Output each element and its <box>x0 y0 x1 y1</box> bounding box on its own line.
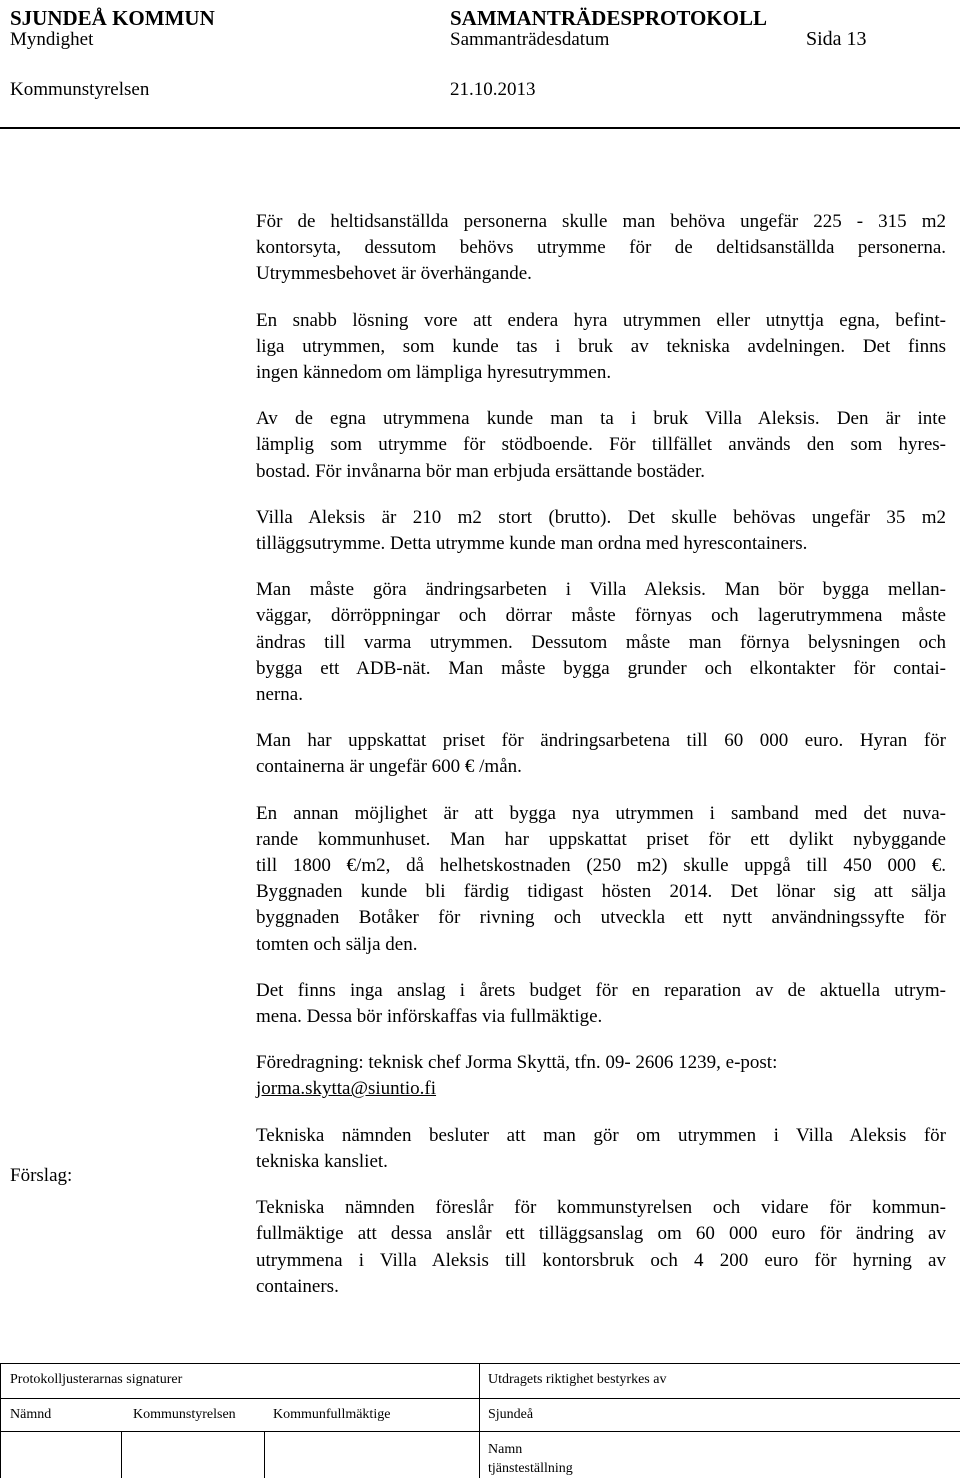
proposal-paragraph <box>256 1195 946 1300</box>
meeting-date: 21.10.2013 <box>450 79 536 100</box>
text-line: Tekniska nämnden föreslår för kommunstyrelsen och vidare för kommun- <box>256 1197 946 1219</box>
text-line: tekniska kansliet. <box>256 1150 388 1172</box>
text-line: ändras till varma utrymmen. Dessutom måste man förnya belysningen och <box>256 631 946 653</box>
text-line: Det finns inga anslag i årets budget för en reparation av de aktuella utrym- <box>256 979 946 1001</box>
text-line: Villa Aleksis är 210 m2 stort (brutto). Det skulle behövas ungefär 35 m2 <box>256 506 946 528</box>
protocol-title: SAMMANTRÄDESPROTOKOLL <box>450 6 767 30</box>
text-line: tilläggsutrymme. Detta utrymme kunde man ordna med hyrescontainers. <box>256 533 808 555</box>
text-line: För de heltidsanställda personerna skulle man behöva ungefär 225 - 315 m2 <box>256 211 946 232</box>
paragraph <box>256 505 946 557</box>
text-line: byggnaden Botåker för rivning och utveckla ett nytt användningssyfte för <box>256 907 946 929</box>
text-line: Man måste göra ändringsarbeten i Villa Aleksis. Man bör bygga mellan- <box>256 579 946 601</box>
municipality-name: SJUNDEÅ KOMMUN <box>10 6 215 30</box>
text-line: bostad. För invånarna bör man erbjuda ersättande bostäder. <box>256 460 705 482</box>
certified-label: Utdragets riktighet bestyrkes av <box>488 1372 667 1387</box>
footer-col-border <box>121 1431 122 1478</box>
text-line: Tekniska nämnden besluter att man gör om utrymmen i Villa Aleksis för <box>256 1124 946 1146</box>
paragraph <box>256 577 946 708</box>
text-line: fullmäktige att dessa anslår ett tilläggsanslag om 60 000 euro för ändring av <box>256 1223 946 1245</box>
text-line: nerna. <box>256 684 303 706</box>
text-line: En snabb lösning vore att endera hyra utrymmen eller utnyttja egna, befint- <box>256 309 946 331</box>
text-line: containers. <box>256 1275 339 1297</box>
text-line: väggar, dörröppningar och dörrar måste förnyas och lagerutrymmena måste <box>256 605 946 627</box>
text-line: Man har uppskattat priset för ändringsarbetena till 60 000 euro. Hyran för <box>256 730 946 752</box>
authority-label: Myndighet <box>10 29 94 50</box>
footer-row-border <box>0 1398 960 1399</box>
text-line: till 1800 €/m2, då helhetskostnaden (250 m2) skulle uppgå till 450 000 €. <box>256 855 946 877</box>
col-kommunfullmaktige: Kommunfullmäktige <box>273 1407 391 1422</box>
text-line: rande kommunhuset. Man har uppskattat priset för ett dylikt nybyggande <box>256 828 946 850</box>
col-sjundea: Sjundeå <box>488 1407 534 1422</box>
footer-col-border <box>479 1363 480 1478</box>
signatures-label: Protokolljusterarnas signaturer <box>10 1372 183 1387</box>
body-text <box>256 209 946 1320</box>
text-line: ingen kännedom om lämpliga hyresutrymmen. <box>256 362 612 384</box>
text-line: En annan möjlighet är att bygga nya utrymmen i samband med det nuva- <box>256 802 946 824</box>
proposal-paragraph <box>256 1123 946 1175</box>
col-kommunstyrelsen: Kommunstyrelsen <box>133 1407 236 1422</box>
paragraph <box>256 801 946 958</box>
paragraph <box>256 406 946 485</box>
paragraph <box>256 308 946 387</box>
page-number: Sida 13 <box>806 28 867 50</box>
date-label: Sammanträdesdatum <box>450 29 610 50</box>
email-link[interactable]: jorma.skytta@siuntio.fi <box>256 1078 437 1100</box>
text-line: lämplig som utrymme för stödboende. För tillfället används den som hyres- <box>256 434 946 456</box>
text-line: Utrymmesbehovet är överhängande. <box>256 263 532 285</box>
text-line: utrymmena i Villa Aleksis till kontorsbruk och 4 200 euro för hyrning av <box>256 1249 946 1271</box>
footer-row-border <box>0 1431 960 1432</box>
presenter-paragraph <box>256 1050 946 1102</box>
position-label: tjänsteställning <box>488 1461 573 1476</box>
text-line: containerna är ungefär 600 € /mån. <box>256 756 522 778</box>
text-line: Av de egna utrymmena kunde man ta i bruk Villa Aleksis. Den är inte <box>256 408 946 430</box>
paragraph <box>256 978 946 1030</box>
authority-name: Kommunstyrelsen <box>10 79 150 100</box>
text-line: Byggnaden kunde bli färdig tidigast hösten 2014. Det lönar sig att sälja <box>256 881 946 903</box>
header-divider <box>0 127 960 129</box>
name-label: Namn <box>488 1442 523 1457</box>
text-line: bygga ett ADB-nät. Man måste bygga grunder och elkontakter för contai- <box>256 657 946 679</box>
footer-col-border <box>0 1363 1 1478</box>
paragraph <box>256 728 946 780</box>
text-line: tomten och sälja den. <box>256 933 418 955</box>
presenter-line: Föredragning: teknisk chef Jorma Skyttä, tfn. 09- 2606 1239, e-post: <box>256 1052 778 1074</box>
text-line: liga utrymmen, som kunde tas i bruk av tekniska avdelningen. Det finns <box>256 335 946 357</box>
paragraph <box>256 209 946 288</box>
footer-col-border <box>264 1431 265 1478</box>
proposal-label: Förslag: <box>10 1165 73 1186</box>
footer-top-border <box>0 1363 960 1364</box>
text-line: kontorsyta, dessutom behövs utrymme för de deltidsanställda personerna. <box>256 237 946 259</box>
text-line: mena. Dessa bör införskaffas via fullmäktige. <box>256 1006 603 1028</box>
col-namnd: Nämnd <box>10 1407 52 1422</box>
